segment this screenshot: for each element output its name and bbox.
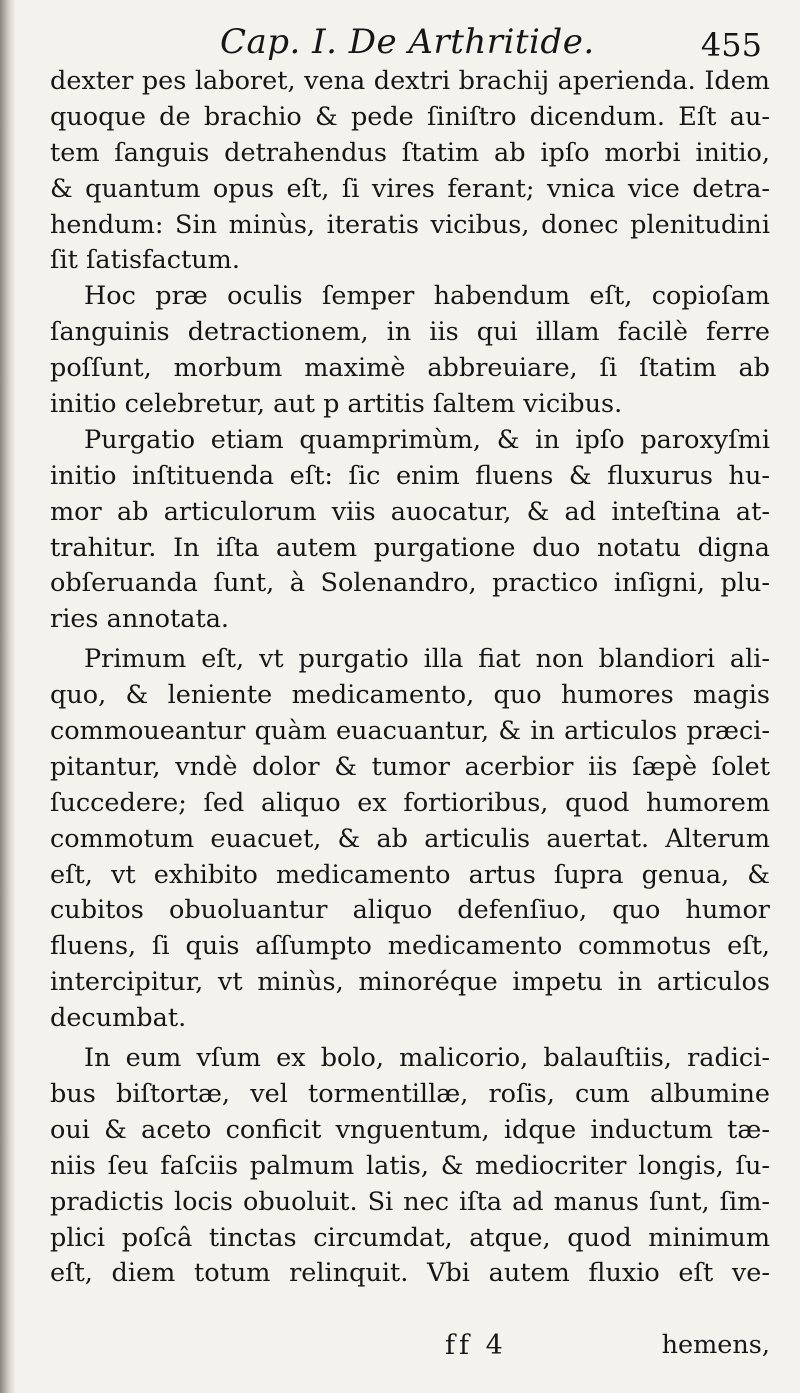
text-line: plici poſcâ tinctas circumdat, atque, quod minimum: [50, 1222, 770, 1253]
text-line: commotum euacuet, & ab articulis auertat. Alterum: [50, 823, 770, 854]
text-line: trahitur. In iſta autem purgatione duo notatu digna: [50, 532, 770, 563]
text-line: ſanguinis detractionem, in iis qui illam facilè ferre: [50, 317, 770, 348]
text-line: bus biſtortæ, vel tormentillæ, roſis, cum albumine: [50, 1078, 770, 1109]
paragraph-3: [50, 423, 770, 638]
text-line: tem ſanguis detrahendus ſtatim ab ipſo morbi initio,: [50, 137, 770, 168]
text-line: hendum: Sin minùs, iteratis vicibus, donec plenitudini: [50, 209, 770, 240]
text-line: decumbat.: [50, 1003, 187, 1034]
text-line: initio inſtituenda eſt: ſic enim fluens & fluxurus hu-: [50, 460, 770, 491]
signature-mark: ff 4: [445, 1330, 507, 1361]
text-line: Primum eſt, vt purgatio illa fiat non blandiori ali-: [84, 644, 770, 675]
paragraph-5: [50, 1041, 770, 1292]
body-text: [50, 64, 770, 1292]
text-line: mor ab articulorum viis auocatur, & ad inteſtina at-: [50, 496, 770, 527]
paragraph-4: [50, 642, 770, 1037]
text-line: cubitos obuoluantur aliquo defenſiuo, quo humor: [50, 895, 770, 926]
page-footer: [50, 1330, 770, 1370]
text-line: pitantur, vndè dolor & tumor acerbior iis ſæpè ſolet: [50, 751, 770, 782]
text-line: intercipitur, vt minùs, minoréque impetu in articulos: [50, 967, 770, 998]
page-header: [50, 10, 770, 70]
text-line: ſuccedere; ſed aliquo ex fortioribus, quod humorem: [50, 787, 770, 818]
text-line: poſſunt, morbum maximè abbreuiare, ſi ſtatim ab: [50, 353, 770, 384]
text-line: pradictis locis obuoluit. Si nec iſta ad manus ſunt, ſim-: [50, 1186, 770, 1217]
text-line: oui & aceto conficit vnguentum, idque inductum tæ-: [50, 1114, 770, 1145]
text-line: ries annotata.: [50, 604, 230, 635]
text-line: niis ſeu faſciis palmum latis, & mediocriter longis, ſu-: [50, 1150, 770, 1181]
text-line: quo, & leniente medicamento, quo humores magis: [50, 680, 770, 711]
text-line: initio celebretur, aut p artitis ſaltem vicibus.: [50, 389, 623, 420]
catchword: hemens,: [661, 1330, 770, 1360]
paragraph-1: [50, 64, 770, 279]
text-line: quoque de brachio & pede ſiniſtro dicendum. Eſt au-: [50, 101, 770, 132]
text-line: & quantum opus eſt, ſi vires ferant; vnica vice detra-: [50, 173, 770, 204]
text-line: eſt, diem totum relinquit. Vbi autem fluxio eſt ve-: [50, 1258, 770, 1289]
running-head: Cap. I. De Arthritide.: [220, 22, 595, 62]
paragraph-2: [50, 279, 770, 423]
text-line: ſit ſatisfactum.: [50, 245, 240, 276]
text-line: fluens, ſi quis aſſumpto medicamento commotus eſt,: [50, 931, 770, 962]
page-number: 455: [700, 26, 762, 64]
text-line: commoueantur quàm euacuantur, & in articulos præci-: [50, 716, 770, 747]
text-line: dexter pes laboret, vena dextri brachij aperienda. Idem: [50, 66, 770, 96]
text-line: In eum vſum ex bolo, malicorio, balauſtiis, radici-: [84, 1043, 770, 1074]
text-line: eſt, vt exhibito medicamento artus ſupra genua, &: [50, 859, 770, 890]
text-line: obſeruanda ſunt, à Solenandro, practico inſigni, plu-: [50, 568, 770, 599]
text-line: Purgatio etiam quamprimùm, & in ipſo paroxyſmi: [84, 424, 770, 455]
text-line: Hoc præ oculis ſemper habendum eſt, copioſam: [84, 281, 770, 312]
